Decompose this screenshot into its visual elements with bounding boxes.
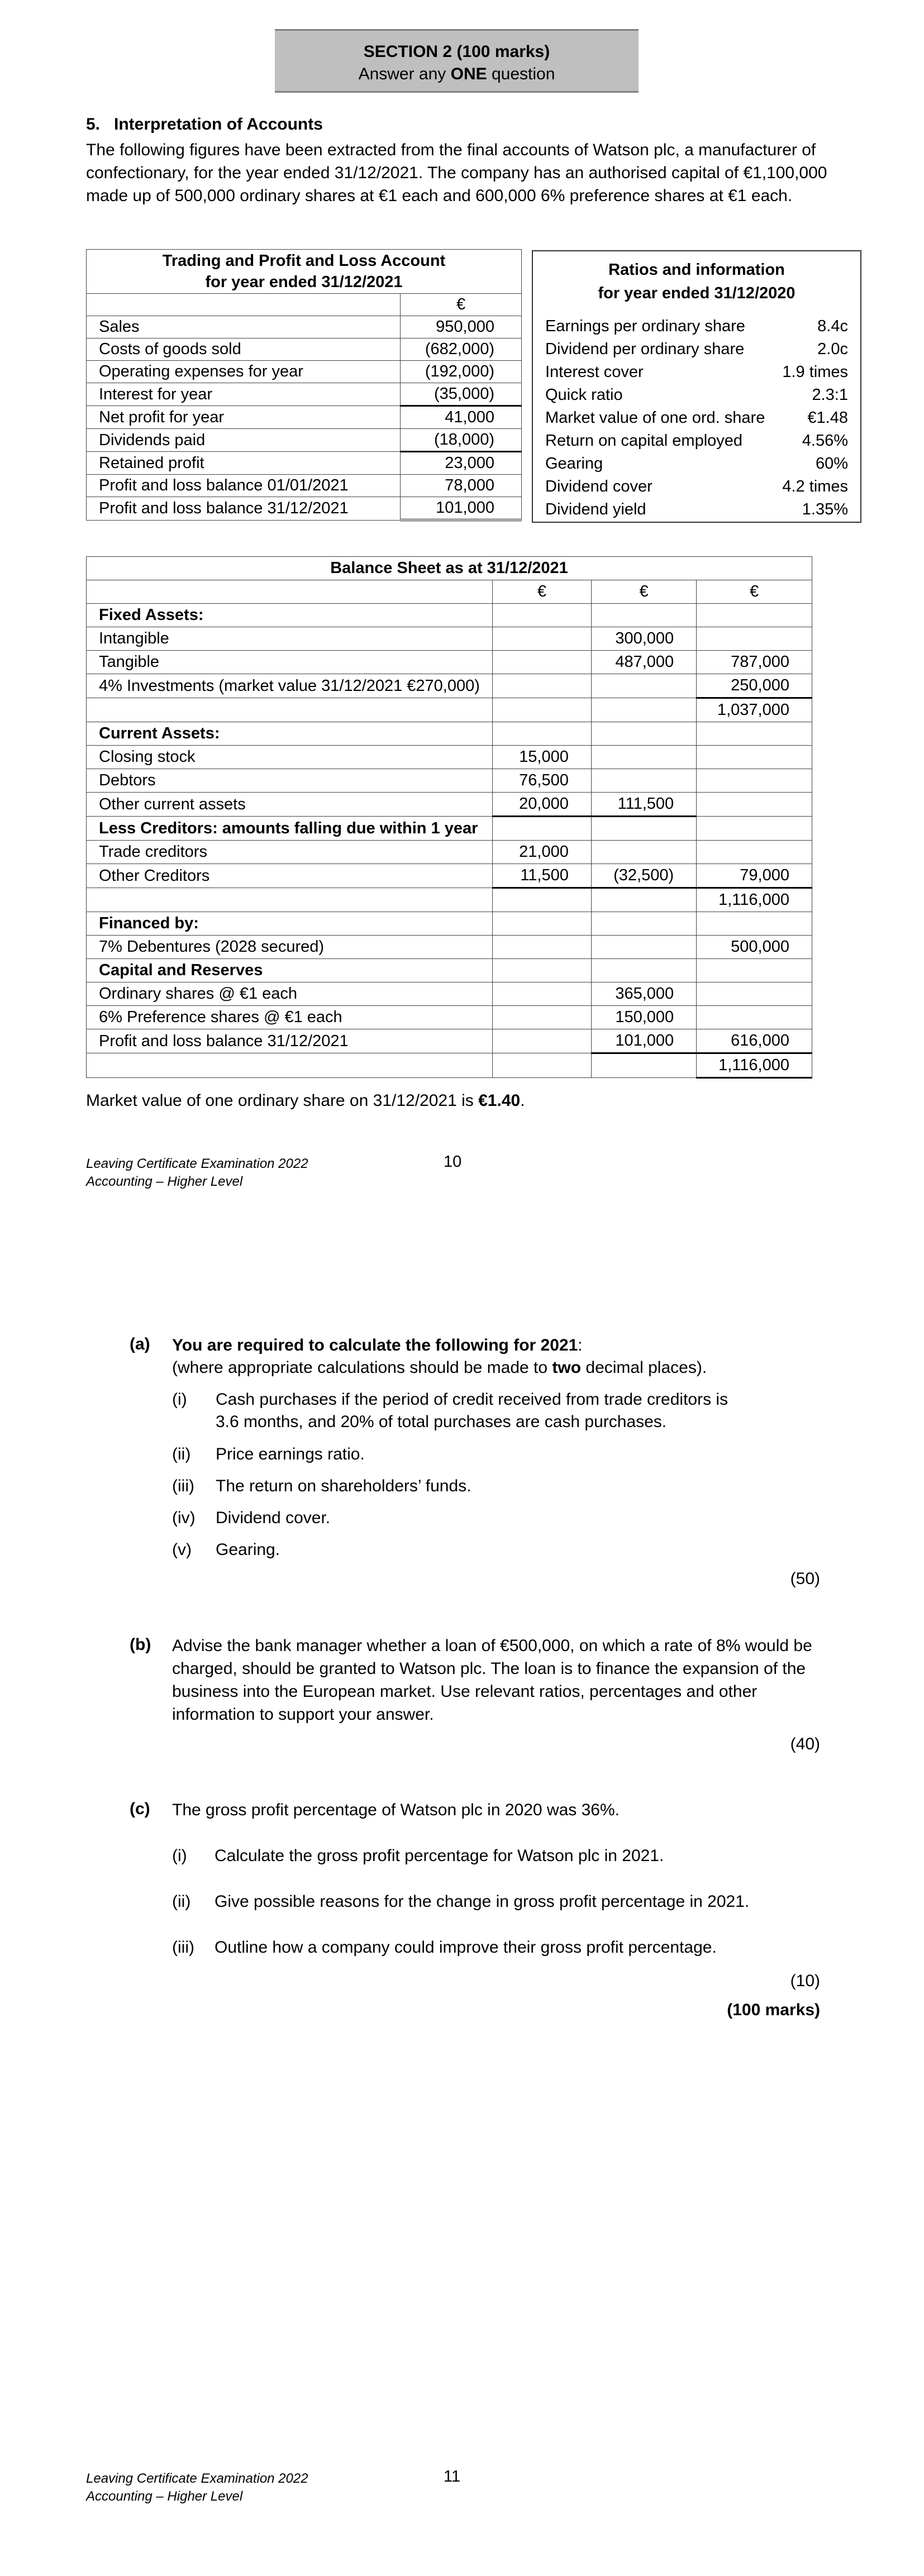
row-value: (682,000) <box>401 338 522 361</box>
ratio-value: 4.56% <box>802 432 848 450</box>
balance-cell <box>591 746 696 769</box>
row-value: 78,000 <box>401 475 522 497</box>
page-number: 10 <box>444 1153 462 1171</box>
balance-cell: 79,000 <box>697 864 812 888</box>
balance-cell <box>492 674 591 698</box>
balance-cell: 6% Preference shares @ €1 each <box>87 1006 493 1029</box>
part-a-item-text: Gearing. <box>216 1540 280 1559</box>
balance-cell <box>697 769 812 793</box>
part-c-item-num: (ii) <box>172 1892 191 1911</box>
balance-cell: 11,500 <box>492 864 591 888</box>
balance-cell <box>591 888 696 912</box>
ratio-row <box>545 361 848 383</box>
balance-cell <box>591 722 696 746</box>
part-a-subheading: (where appropriate calculations should be made to two decimal places). <box>172 1358 707 1377</box>
table-row <box>87 604 812 627</box>
ratio-label: Gearing <box>545 455 603 473</box>
question-intro: The following figures have been extracted from the final accounts of Watson plc, a manufacturer of confectionary, for the year ended 31/12/2021. The company has an authorised capital of €1,100,000 made up of 500,000 ordinary shares at €1 each and 600,000 6% preference shares at €1 each. <box>86 141 827 205</box>
balance-cell <box>492 1053 591 1078</box>
ratio-label: Dividend per ordinary share <box>545 340 745 358</box>
table-row <box>87 316 522 338</box>
part-c-item-num: (iii) <box>172 1938 194 1957</box>
balance-cell <box>697 604 812 627</box>
part-a-item-num: (i) <box>172 1390 187 1409</box>
trading-table-title: Trading and Profit and Loss Account for year ended 31/12/2021 <box>87 250 522 294</box>
balance-cell: 111,500 <box>591 793 696 817</box>
ratio-row <box>545 430 848 452</box>
balance-cell: 150,000 <box>591 1006 696 1029</box>
table-row <box>87 338 522 361</box>
balance-cell <box>492 817 591 841</box>
balance-cell: Profit and loss balance 31/12/2021 <box>87 1029 493 1053</box>
balance-cell <box>492 698 591 722</box>
balance-cell <box>591 604 696 627</box>
total-marks: (100 marks) <box>727 2001 820 2019</box>
ratio-label: Dividend cover <box>545 478 652 495</box>
section-banner <box>275 29 639 93</box>
balance-cell <box>492 627 591 651</box>
balance-cell: Ordinary shares @ €1 each <box>87 982 493 1006</box>
table-row <box>87 674 812 698</box>
balance-cell <box>591 841 696 864</box>
part-a-item-num: (ii) <box>172 1445 191 1463</box>
balance-cell <box>492 1006 591 1029</box>
section-instruction: Answer any ONE question <box>358 65 555 83</box>
part-a-item-num: (v) <box>172 1540 192 1559</box>
ratio-label: Market value of one ord. share <box>545 409 765 427</box>
row-label: Operating expenses for year <box>87 361 401 383</box>
ratio-row <box>545 315 848 337</box>
balance-cell: (32,500) <box>591 864 696 888</box>
balance-cell: Tangible <box>87 651 493 674</box>
table-row <box>87 817 812 841</box>
table-row <box>87 406 522 429</box>
part-a-item-text: The return on shareholders’ funds. <box>216 1477 471 1495</box>
balance-cell: 1,116,000 <box>697 1053 812 1078</box>
table-row <box>87 497 522 521</box>
ratio-value: 4.2 times <box>782 478 848 495</box>
balance-cell: 20,000 <box>492 793 591 817</box>
part-c-item-num: (i) <box>172 1847 187 1865</box>
balance-cell: 1,037,000 <box>697 698 812 722</box>
part-a-heading: You are required to calculate the following for 2021: <box>172 1336 583 1354</box>
balance-cell <box>591 769 696 793</box>
balance-cell: Trade creditors <box>87 841 493 864</box>
balance-cell <box>492 722 591 746</box>
balance-cell: Current Assets: <box>87 722 493 746</box>
balance-cell: Capital and Reserves <box>87 959 493 982</box>
balance-cell: 15,000 <box>492 746 591 769</box>
balance-cell: Less Creditors: amounts falling due within 1 year <box>87 817 493 841</box>
ratio-row <box>545 452 848 475</box>
table-row <box>87 383 522 406</box>
table-row <box>87 936 812 959</box>
balance-cell <box>492 651 591 674</box>
part-b-marks: (40) <box>790 1735 820 1753</box>
balance-cell: 300,000 <box>591 627 696 651</box>
balance-cell: Fixed Assets: <box>87 604 493 627</box>
table-row <box>87 452 522 475</box>
balance-cell: 101,000 <box>591 1029 696 1053</box>
table-row <box>87 361 522 383</box>
balance-cell <box>591 817 696 841</box>
balance-cell <box>492 604 591 627</box>
balance-cell <box>697 982 812 1006</box>
ratio-label: Dividend yield <box>545 500 646 518</box>
currency-header: € <box>591 580 696 604</box>
balance-cell <box>591 959 696 982</box>
balance-sheet-title: Balance Sheet as at 31/12/2021 <box>87 557 812 580</box>
row-value: (18,000) <box>401 429 522 452</box>
row-label: Interest for year <box>87 383 401 406</box>
row-value: 950,000 <box>401 316 522 338</box>
table-row <box>87 294 522 316</box>
part-a-item-num: (iii) <box>172 1477 194 1495</box>
balance-cell <box>697 912 812 936</box>
row-label: Costs of goods sold <box>87 338 401 361</box>
part-c-item-text: Outline how a company could improve their gross profit percentage. <box>215 1938 717 1957</box>
table-row <box>87 841 812 864</box>
table-row <box>87 888 812 912</box>
ratio-value: 60% <box>815 455 848 473</box>
row-value: 41,000 <box>401 406 522 429</box>
ratio-value: €1.48 <box>807 409 848 427</box>
part-a-item-text: 3.6 months, and 20% of total purchases are cash purchases. <box>216 1413 667 1431</box>
balance-cell <box>492 912 591 936</box>
table-row <box>87 1053 812 1078</box>
ratio-row <box>545 498 848 521</box>
balance-cell: 7% Debentures (2028 secured) <box>87 936 493 959</box>
ratio-value: 2.3:1 <box>812 386 848 404</box>
ratio-value: 1.35% <box>802 500 848 518</box>
part-a-letter: (a) <box>130 1335 150 1353</box>
currency-header: € <box>401 294 522 316</box>
row-label: Sales <box>87 316 401 338</box>
part-a-marks: (50) <box>790 1570 820 1588</box>
part-c-item-text: Give possible reasons for the change in gross profit percentage in 2021. <box>215 1892 750 1911</box>
balance-cell: 76,500 <box>492 769 591 793</box>
balance-cell <box>87 888 493 912</box>
balance-cell: 616,000 <box>697 1029 812 1053</box>
balance-cell <box>492 888 591 912</box>
part-c-letter: (c) <box>130 1800 150 1818</box>
ratios-box <box>532 250 861 523</box>
ratio-row <box>545 338 848 360</box>
row-value: (192,000) <box>401 361 522 383</box>
balance-cell: 250,000 <box>697 674 812 698</box>
balance-cell: 787,000 <box>697 651 812 674</box>
row-value: 101,000 <box>401 497 522 521</box>
table-row <box>87 769 812 793</box>
balance-cell: Closing stock <box>87 746 493 769</box>
balance-cell <box>87 698 493 722</box>
ratio-label: Earnings per ordinary share <box>545 317 745 335</box>
row-label: Dividends paid <box>87 429 401 452</box>
ratio-value: 1.9 times <box>782 363 848 381</box>
table-row <box>87 651 812 674</box>
table-row <box>87 793 812 817</box>
balance-cell <box>697 627 812 651</box>
balance-cell <box>697 746 812 769</box>
part-a-item-num: (iv) <box>172 1509 196 1527</box>
balance-cell <box>697 817 812 841</box>
row-label: Profit and loss balance 01/01/2021 <box>87 475 401 497</box>
table-row <box>87 959 812 982</box>
ratio-row <box>545 475 848 498</box>
row-label: Profit and loss balance 31/12/2021 <box>87 497 401 521</box>
part-c-item-text: Calculate the gross profit percentage for Watson plc in 2021. <box>215 1847 664 1865</box>
ratio-label: Return on capital employed <box>545 432 743 450</box>
balance-cell: 1,116,000 <box>697 888 812 912</box>
currency-header: € <box>492 580 591 604</box>
balance-cell <box>591 674 696 698</box>
balance-cell: 4% Investments (market value 31/12/2021 €270,000) <box>87 674 493 698</box>
balance-cell <box>697 722 812 746</box>
balance-cell: Debtors <box>87 769 493 793</box>
table-row <box>87 982 812 1006</box>
table-row <box>87 429 522 452</box>
row-label: Net profit for year <box>87 406 401 429</box>
ratio-label: Interest cover <box>545 363 644 381</box>
ratio-label: Quick ratio <box>545 386 623 404</box>
balance-cell <box>697 1006 812 1029</box>
ratio-row <box>545 407 848 429</box>
balance-cell <box>492 982 591 1006</box>
currency-header: € <box>697 580 812 604</box>
row-label: Retained profit <box>87 452 401 475</box>
ratio-value: 2.0c <box>817 340 848 358</box>
part-b-text: Advise the bank manager whether a loan of €500,000, on which a rate of 8% would be charged, should be granted to Watson plc. The loan is to finance the expansion of the business into the European market. Use relevant ratios, percentages and other information to support your answer. <box>172 1637 812 1724</box>
balance-cell: Other current assets <box>87 793 493 817</box>
row-value: 23,000 <box>401 452 522 475</box>
trading-profit-loss-table <box>86 249 522 521</box>
part-a-item-text: Cash purchases if the period of credit received from trade creditors is <box>216 1390 728 1409</box>
balance-cell <box>697 959 812 982</box>
balance-cell <box>697 793 812 817</box>
balance-cell <box>87 1053 493 1078</box>
balance-cell <box>591 698 696 722</box>
balance-cell: 487,000 <box>591 651 696 674</box>
balance-cell <box>697 841 812 864</box>
table-row <box>87 912 812 936</box>
table-row <box>87 698 812 722</box>
balance-sheet-table <box>86 556 812 1079</box>
balance-cell <box>591 1053 696 1078</box>
table-row <box>87 580 812 604</box>
page-footer: Leaving Certificate Examination 2022 Accounting – Higher Level <box>86 2471 308 2504</box>
balance-cell: 365,000 <box>591 982 696 1006</box>
table-row <box>87 746 812 769</box>
ratio-row <box>545 384 848 406</box>
row-value: (35,000) <box>401 383 522 406</box>
balance-cell: Other Creditors <box>87 864 493 888</box>
balance-cell <box>492 959 591 982</box>
table-row <box>87 1006 812 1029</box>
balance-cell <box>591 936 696 959</box>
balance-cell: 500,000 <box>697 936 812 959</box>
page-footer: Leaving Certificate Examination 2022 Accounting – Higher Level <box>86 1156 308 1189</box>
balance-cell <box>591 912 696 936</box>
part-c-marks: (10) <box>790 1972 820 1990</box>
balance-cell: 21,000 <box>492 841 591 864</box>
part-b-letter: (b) <box>130 1635 151 1654</box>
balance-cell <box>492 936 591 959</box>
balance-cell <box>492 1029 591 1053</box>
page-number: 11 <box>444 2468 461 2486</box>
balance-cell: Intangible <box>87 627 493 651</box>
table-row <box>87 1029 812 1053</box>
table-row <box>87 722 812 746</box>
part-a-item-text: Dividend cover. <box>216 1509 331 1527</box>
ratio-value: 8.4c <box>817 317 848 335</box>
table-row <box>87 864 812 888</box>
table-row <box>87 627 812 651</box>
part-a-item-text: Price earnings ratio. <box>216 1445 365 1463</box>
market-value-note: Market value of one ordinary share on 31/12/2021 is €1.40. <box>86 1091 525 1110</box>
section-title: SECTION 2 (100 marks) <box>363 42 550 61</box>
part-c-intro: The gross profit percentage of Watson plc in 2020 was 36%. <box>172 1801 620 1819</box>
question-title: 5. Interpretation of Accounts <box>86 115 323 133</box>
balance-cell: Financed by: <box>87 912 493 936</box>
ratios-title: Ratios and information for year ended 31/12/2020 <box>598 261 796 302</box>
table-row <box>87 475 522 497</box>
